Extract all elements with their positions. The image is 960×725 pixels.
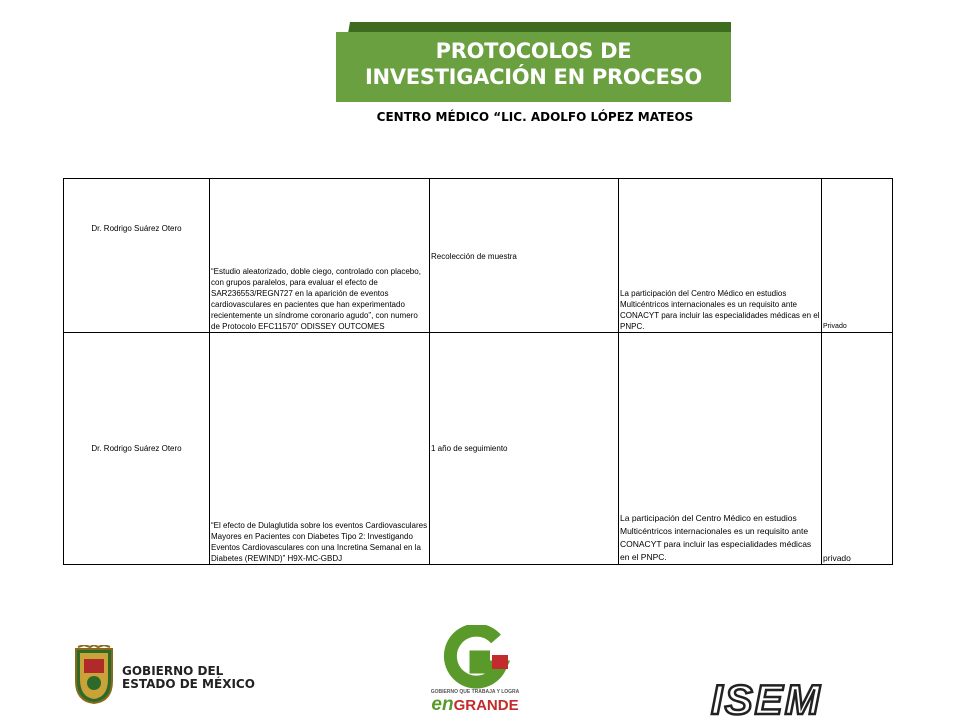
status-cell [430,179,619,333]
page-subtitle: CENTRO MÉDICO “LIC. ADOLFO LÓPEZ MATEOS [376,110,694,124]
status-text: 1 año de seguimiento [431,444,508,453]
justification-cell [619,179,822,333]
status-cell [430,333,619,565]
page-title-line1: PROTOCOLOS DE [435,39,632,63]
protocol-cell [210,333,430,565]
justification-text: La participación del Centro Médico en estudios Multicéntricos internacionales es un requisito ante CONACYT para incluir las especialidades médicas en el PNPC. [620,513,812,562]
protocol-text: “El efecto de Dulaglutida sobre los eventos Cardiovasculares Mayores en Pacientes con Diabetes Tipo 2: Investigando Eventos Cardiovasculares con una Incretina Semanal en la Diabetes (REWIND)” H9X-MC-GBDJ [211,521,428,563]
investigator-text: Dr. Rodrigo Suárez Otero [91,444,182,453]
state-seal-icon [70,645,118,705]
page-title-line2: INVESTIGACIÓN EN PROCESO [365,65,702,89]
engrande-logo [420,625,530,720]
investigator-cell [64,333,210,565]
isem-text: ISEM [711,678,822,720]
sponsor-cell [822,179,893,333]
sponsor-text: privado [823,553,851,563]
page-title [336,38,731,90]
gobierno-text [122,665,255,691]
protocols-table [63,178,893,565]
justification-cell [619,333,822,565]
investigator-text: Dr. Rodrigo Suárez Otero [91,224,182,233]
gobierno-line1: GOBIERNO DEL [122,664,224,678]
sponsor-text: Privado [823,323,847,330]
gobierno-logo [70,645,260,707]
protocol-cell [210,179,430,333]
table-row [64,179,893,333]
sponsor-cell [822,333,893,565]
title-banner [336,22,731,102]
engrande-tagline: GOBIERNO QUE TRABAJA Y LOGRA [430,689,520,695]
protocol-text: “Estudio aleatorizado, doble ciego, controlado con placebo, con grupos paralelos, para evaluar el efecto de SAR236553/REGN727 en la aparición de eventos cardiovasculares en pacientes que han experimentado recientemente un síndrome coronario agudo”, con numero de Protocolo EFC11570” ODISSEY OUTCOMES [211,267,421,331]
isem-logo-mark [705,678,885,720]
gobierno-line2: ESTADO DE MÉXICO [122,677,255,691]
engrande-en: en [431,694,454,715]
engrande-g-icon [420,625,530,689]
engrande-grande: GRANDE [453,697,519,714]
justification-text: La participación del Centro Médico en estudios Multicéntricos internacionales es un requisito ante CONACYT para incluir las especialidades médicas en el PNPC. [620,289,820,331]
table-row [64,333,893,565]
status-text: Recolección de muestra [431,252,517,261]
engrande-wordmark [420,695,530,716]
investigator-cell [64,179,210,333]
isem-logo [705,678,885,720]
